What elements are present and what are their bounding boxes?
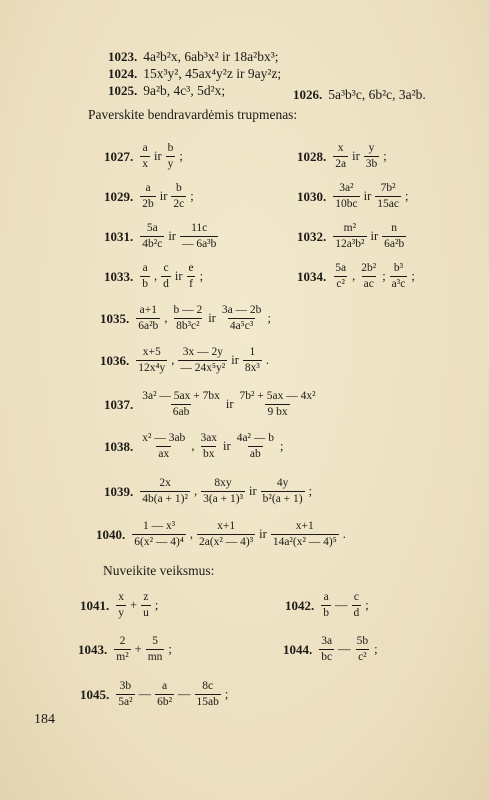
fraction-denominator: c² [358,651,367,663]
fraction-denominator: x [142,158,148,170]
fraction-numerator: a [142,142,148,154]
fraction-numerator: 11c [191,222,208,234]
operator: ir [174,269,183,283]
fraction-denominator: 4b(a + 1)² [142,493,188,505]
fraction-numerator: x+1 [217,520,236,532]
operator: ; [280,439,284,453]
fraction-numerator: b³ [393,262,404,274]
fraction [355,635,371,664]
fraction [364,142,380,171]
fraction [195,680,221,709]
section-heading: Paverskite bendravardėmis trupmenas: [88,107,298,122]
operator: ; [382,269,386,283]
fraction [271,520,339,549]
fraction [333,182,359,211]
exercise-1032 [297,222,407,251]
fraction [171,182,186,211]
operator: ; [154,598,159,612]
operator: + [130,598,138,612]
exercise-number: 1025. [108,83,138,98]
exercise-1043 [78,635,175,664]
operator: ; [411,269,415,283]
fraction-numerator: 8c [202,680,214,692]
fraction-denominator: 15ac [377,198,399,210]
fraction-denominator: 6(x² — 4)⁴ [134,536,184,548]
fraction-numerator: 3a [321,635,333,647]
fraction [243,346,262,375]
fraction [261,477,305,506]
fraction [333,142,348,171]
fraction [140,477,190,506]
exercise-number: 1043. [78,641,108,657]
exercise-1044 [283,635,381,664]
fraction-numerator: x+5 [142,346,161,358]
exercise-text: 5a³b³c, 6b²c, 3a²b. [328,87,426,102]
fraction-numerator: a [142,262,148,274]
fraction-denominator: 15ab [196,696,219,708]
fraction [140,142,150,171]
exercise-number: 1027. [104,148,134,164]
fraction-denominator: ac [363,278,374,290]
operator: , [154,269,158,283]
fraction [140,222,164,251]
exercise-number: 1028. [297,148,327,164]
exercise-number: 1042. [285,597,315,613]
fraction-numerator: x [337,142,344,154]
operator: — [178,687,191,701]
fraction-numerator: 2b² [361,262,377,274]
exercise-1039 [104,477,315,506]
exercise-1027 [104,142,186,171]
operator: ir [208,311,216,325]
operator: , [189,527,193,541]
operator: , [191,439,195,453]
exercise-1028 [297,142,390,171]
operator: , [352,269,356,283]
exercise-number: 1035. [100,310,130,326]
fraction [166,142,176,171]
exercise-1035 [100,304,274,333]
fraction-numerator: 4a² — b [236,432,274,444]
fraction-denominator: 4a⁵c³ [229,320,254,332]
fraction-numerator: 5b [356,635,369,647]
exercise-number: 1024. [108,66,138,81]
fraction [390,262,408,291]
operator: ir [363,189,372,203]
fraction-numerator: 5a [146,222,158,234]
fraction-denominator: mn [147,651,163,663]
exercise-1042 [285,591,372,620]
exercise-number: 1044. [283,641,313,657]
fraction-denominator: b [142,278,148,290]
fraction [319,635,334,664]
fraction-numerator: x [118,591,124,603]
fraction-numerator: 3b [119,680,132,692]
exercise-number: 1023. [108,49,138,64]
fraction [235,432,276,461]
operator: ; [383,149,387,163]
fraction-denominator: bx [202,448,215,460]
fraction [333,222,366,251]
operator: ; [374,642,378,656]
operator: ir [231,353,239,367]
fraction-denominator: f [189,278,193,290]
exercise-1030 [297,182,411,211]
fraction-numerator: n [391,222,398,234]
fraction-numerator: m² [343,222,357,234]
exercise-line [108,67,281,81]
operator: — [138,687,152,701]
fraction-denominator: 12x⁴y [138,362,166,374]
fraction-numerator: x² — 3ab [142,432,186,444]
fraction [136,304,160,333]
operator: ir [154,149,162,163]
fraction-denominator: 2c [173,198,185,210]
fraction-numerator: 7b² + 5ax — 4x² [239,390,316,402]
fraction [178,346,227,375]
fraction [201,477,245,506]
fraction-denominator: d [163,278,169,290]
operator: ; [365,598,369,612]
fraction-numerator: 1 — x³ [142,520,176,532]
fraction-numerator: a [161,680,168,692]
fraction [198,432,219,461]
fraction-numerator: c [353,591,359,603]
fraction-denominator: u [143,607,149,619]
fraction [359,262,378,291]
fraction [220,304,264,333]
operator: — [338,642,351,656]
fraction-denominator: 2a(x² — 4)³ [199,536,254,548]
exercise-text: 9a²b, 4c³, 5d²x; [143,83,226,98]
exercise-number: 1038. [104,438,134,454]
fraction-denominator: y [118,607,124,619]
fraction-denominator: 2a [335,158,347,170]
operator: ir [370,229,379,243]
fraction [382,222,406,251]
fraction-denominator: b [323,607,329,619]
fraction [352,591,362,620]
fraction [238,390,318,419]
exercise-line [108,84,225,98]
exercise-number: 1030. [297,188,327,204]
operator: . [265,353,269,367]
operator: ; [179,149,183,163]
fraction [155,680,174,709]
fraction [171,304,204,333]
exercise-number: 1040. [96,526,126,542]
exercise-1045 [80,680,231,709]
fraction-denominator: c² [336,278,345,290]
exercise-1029 [104,182,197,211]
fraction-denominator: 4b²c [142,238,163,250]
fraction [197,520,255,549]
exercise-number: 1036. [100,352,130,368]
fraction-denominator: 9 bx [267,406,288,418]
fraction-denominator: 8x³ [244,362,260,374]
operator: ir [159,189,168,203]
exercise-number: 1037. [104,396,134,412]
fraction-denominator: m² [116,651,129,663]
fraction-numerator: a+1 [139,304,157,316]
fraction-denominator: a³c [391,278,406,290]
exercise-1037 [104,390,319,419]
fraction [116,591,126,620]
exercise-number: 1032. [297,228,327,244]
fraction [161,262,171,291]
fraction-numerator: a [323,591,329,603]
fraction [321,591,331,620]
operator: ; [224,687,229,701]
exercise-number: 1031. [104,228,134,244]
fraction [180,222,218,251]
fraction [140,432,187,461]
fraction-numerator: 5 [152,635,158,647]
fraction [116,680,134,709]
fraction-denominator: ab [249,448,261,460]
exercise-1034 [297,262,418,291]
fraction [375,182,401,211]
exercise-1033 [104,262,206,291]
fraction-numerator: 3a² — 5ax + 7bx [142,390,220,402]
fraction-denominator: bc [321,651,333,663]
fraction-numerator: b [175,182,182,194]
fraction-numerator: 2 [119,635,126,647]
operator: ir [249,484,257,498]
exercise-number: 1034. [297,268,327,284]
fraction [146,635,165,664]
exercise-number: 1029. [104,188,134,204]
exercise-1038 [104,432,286,461]
operator: ir [259,527,267,541]
fraction-numerator: 1 [249,346,256,358]
exercise-text: 4a²b²x, 6ab³x² ir 18a²bx³; [143,49,279,64]
exercise-number: 1033. [104,268,134,284]
exercise-number: 1045. [80,686,110,702]
exercise-text: 15x³y², 45ax⁴y²z ir 9ay²z; [143,66,282,81]
fraction-numerator: b — 2 [173,304,203,316]
fraction-numerator: a [145,182,151,194]
fraction-denominator: — 24x⁵y² [180,362,226,374]
operator: , [193,484,198,498]
fraction-numerator: 3x — 2y [182,346,223,358]
fraction [333,262,348,291]
exercise-number: 1041. [80,597,110,613]
fraction-denominator: 6ab [172,406,190,418]
fraction-numerator: z [143,591,149,603]
fraction-denominator: 8b³c² [176,320,200,332]
fraction-numerator: 2x [159,477,171,489]
fraction-denominator: — 6a³b [181,238,217,250]
fraction-denominator: 10bc [335,198,358,210]
operator: ir [168,229,176,243]
fraction-denominator: 6a²b [384,238,405,250]
fraction [140,182,156,211]
operator: — [335,598,348,612]
operator: + [134,642,142,656]
section-heading: Nuveikite veiksmus: [103,563,215,578]
exercise-number: 1026. [293,87,323,102]
fraction-denominator: 3b [365,158,378,170]
operator: ; [308,484,313,498]
fraction [114,635,130,664]
fraction-denominator: 6a²b [138,320,159,332]
fraction-denominator: d [353,607,360,619]
fraction-denominator: 3(a + 1)³ [203,493,244,505]
fraction-denominator: 6b² [157,696,173,708]
operator: , [171,353,175,367]
fraction-numerator: 4y [276,477,289,489]
exercise-1040 [96,520,349,549]
fraction-numerator: 3ax [200,432,218,444]
fraction [136,346,167,375]
fraction-denominator: ax [158,448,170,460]
exercise-line [293,88,426,102]
operator: ; [168,642,172,656]
operator: ir [352,149,360,163]
fraction-numerator: b [167,142,174,154]
page-number: 184 [34,712,55,727]
exercise-1031 [104,222,219,251]
fraction-numerator: 7b² [380,182,396,194]
fraction-denominator: 5a² [118,696,133,708]
fraction-denominator: 2b [142,198,154,210]
exercise-1041 [80,591,161,620]
operator: ; [404,189,409,203]
operator: ir [225,397,234,411]
fraction-numerator: x+1 [295,520,314,532]
fraction-numerator: e [188,262,194,274]
fraction-denominator: 14a²(x² — 4)⁵ [272,536,337,548]
fraction [140,390,222,419]
operator: . [342,527,346,541]
operator: ir [223,439,231,453]
fraction-numerator: 3a² [339,182,354,194]
fraction-numerator: c [163,262,169,274]
fraction [140,262,150,291]
fraction [132,520,186,549]
exercise-line [108,50,279,64]
operator: ; [190,189,194,203]
fraction-denominator: 12a³b² [335,238,365,250]
operator: , [164,311,168,325]
fraction-numerator: 8xy [214,477,232,489]
exercise-1036 [100,346,272,375]
fraction [187,262,196,291]
fraction-denominator: b²(a + 1) [262,493,303,505]
operator: ; [267,311,271,325]
operator: ; [199,269,204,283]
exercise-number: 1039. [104,483,134,499]
fraction-denominator: y [167,158,174,170]
fraction-numerator: 3a — 2b [221,304,262,316]
fraction-numerator: y [368,142,375,154]
fraction-numerator: 5a [335,262,347,274]
fraction [141,591,151,620]
